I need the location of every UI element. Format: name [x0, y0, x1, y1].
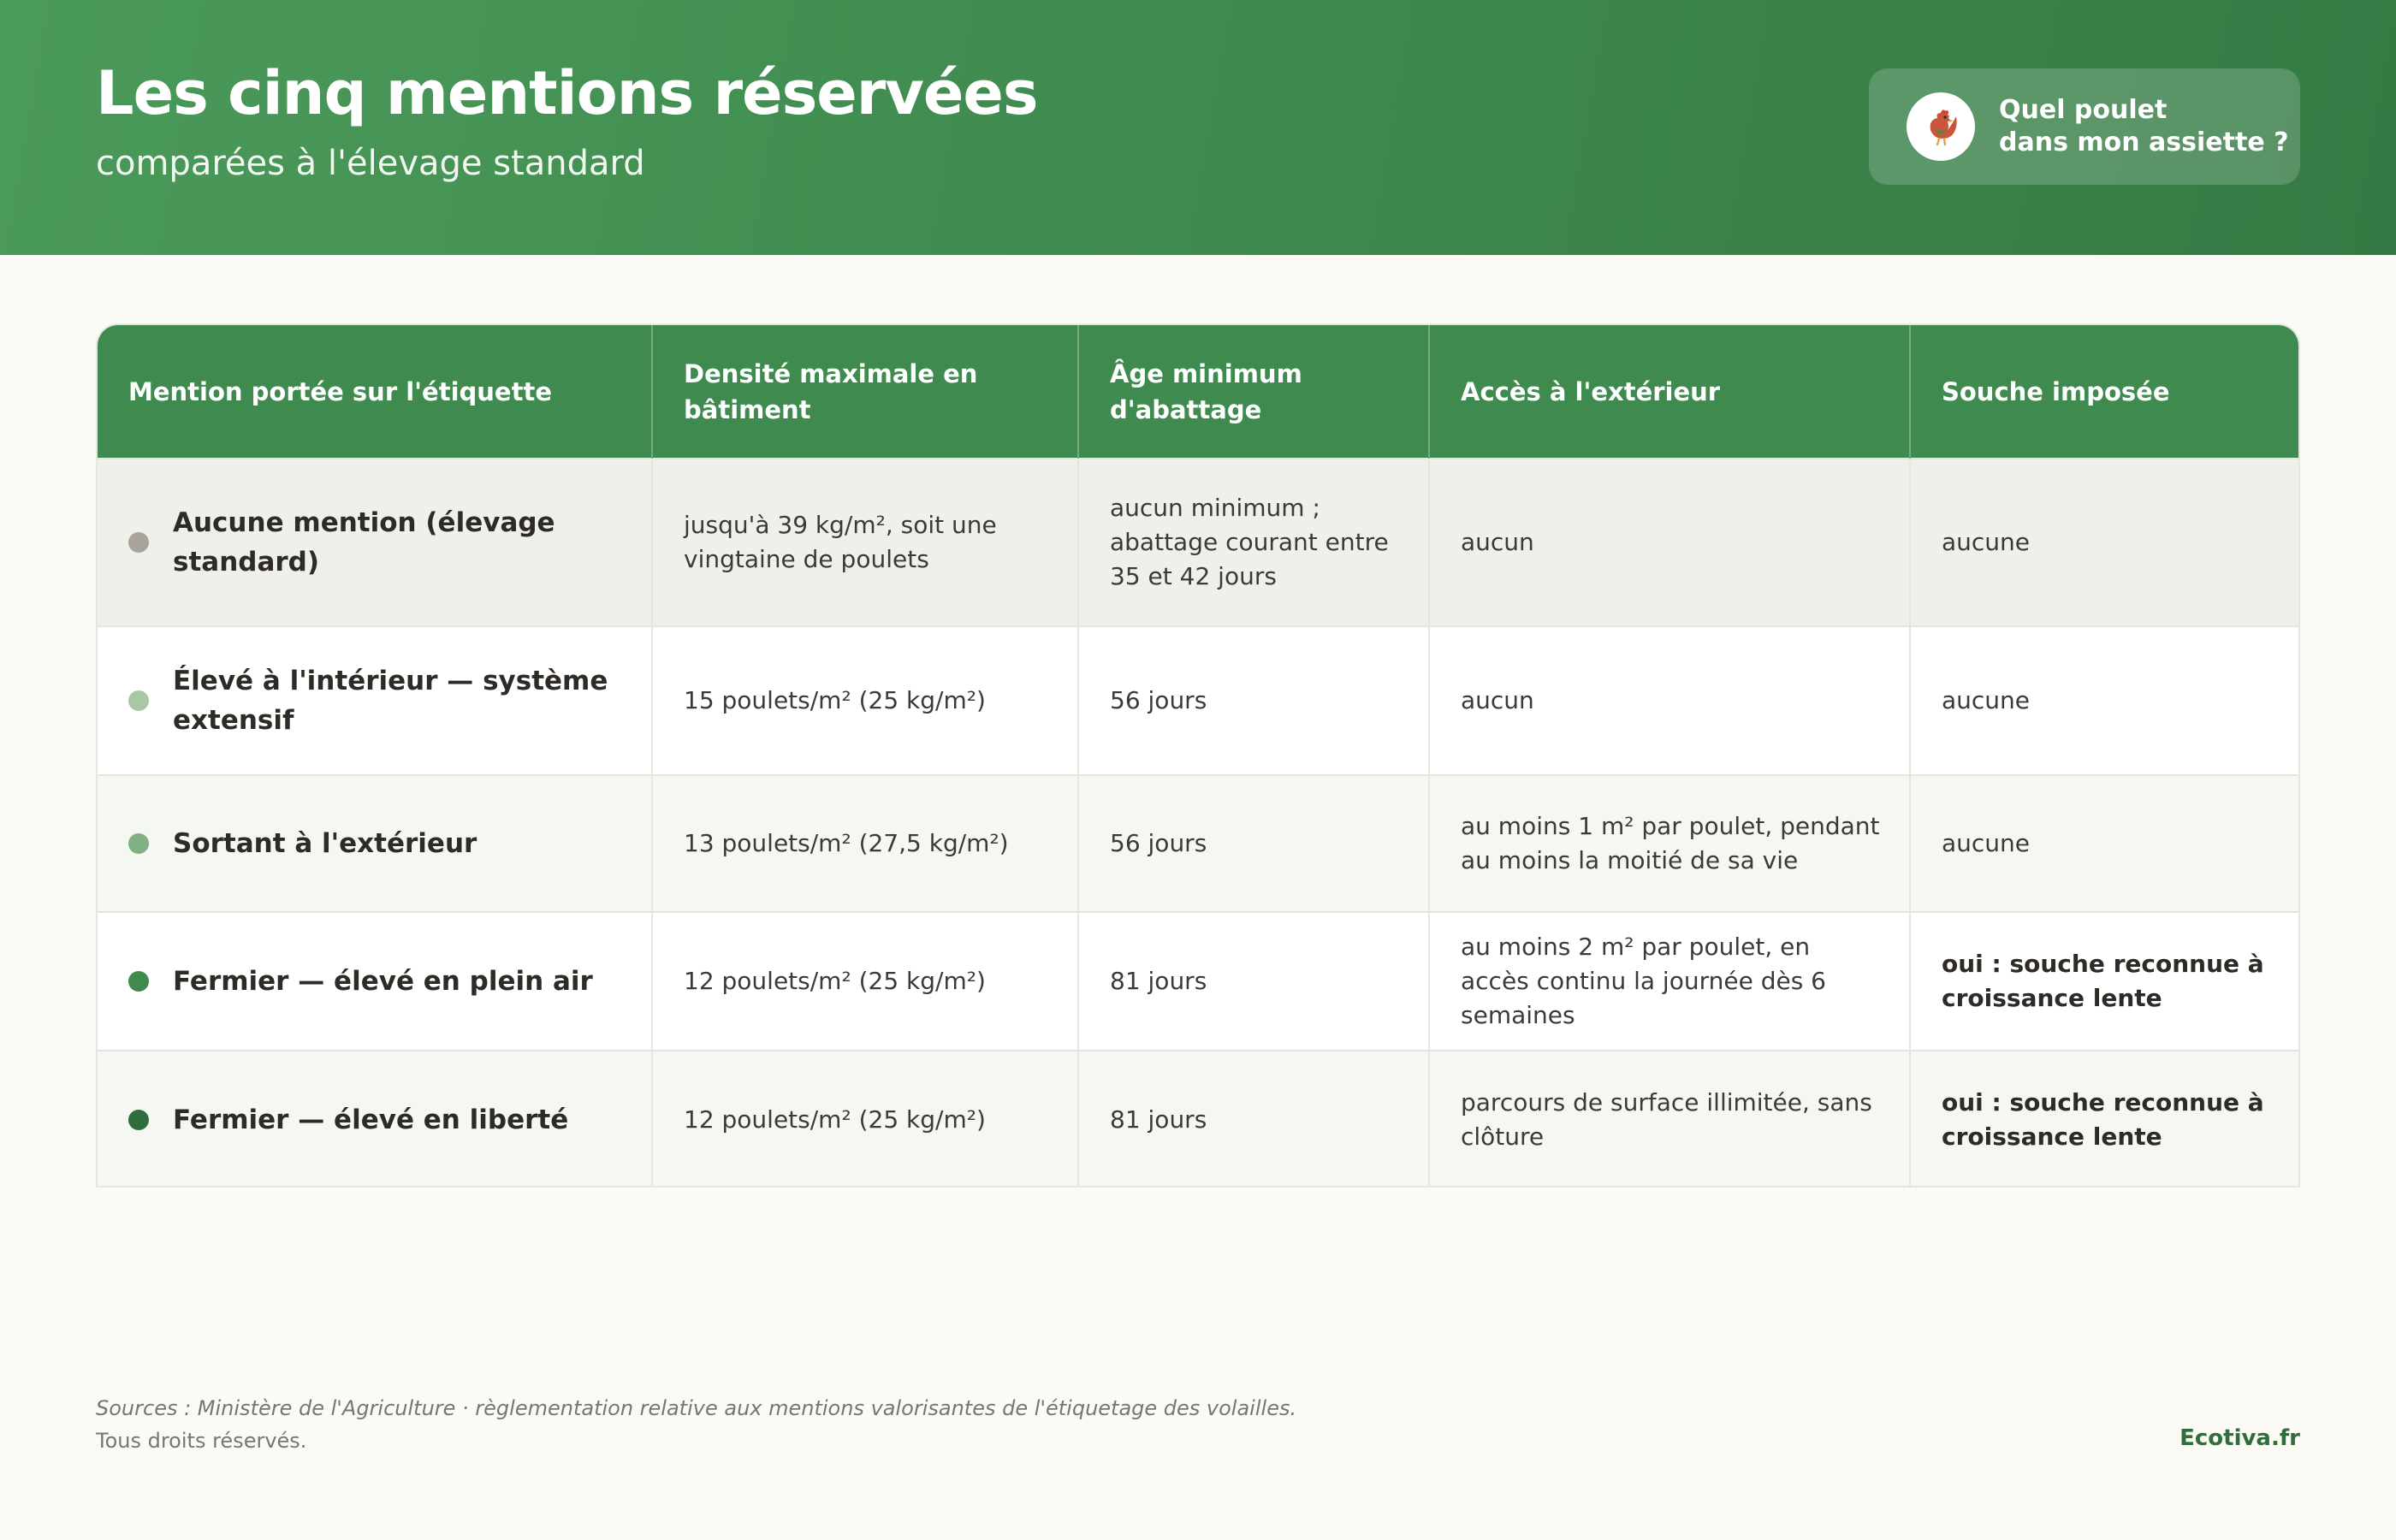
access-cell: parcours de surface illimitée, sans clôture: [1429, 1051, 1910, 1188]
mention-cell: [98, 775, 652, 912]
table-row: [98, 459, 2300, 626]
page-title: Les cinq mentions réservées: [96, 58, 1038, 128]
comparison-table: [96, 323, 2300, 1188]
table-row: [98, 626, 2300, 775]
status-dot: [128, 690, 149, 711]
age-cell: 56 jours: [1078, 775, 1429, 912]
access-cell: aucun: [1429, 626, 1910, 775]
mention-label: Fermier — élevé en liberté: [173, 1104, 569, 1135]
badge-line-1: Quel poulet: [1999, 95, 2168, 125]
rooster-icon: [1919, 104, 1963, 149]
strain-cell: aucune: [1910, 626, 2300, 775]
column-header-density: Densité maximale en bâtiment: [652, 325, 1078, 459]
access-cell: au moins 2 m² par poulet, en accès continu la journée dès 6 semaines: [1429, 912, 1910, 1051]
density-cell: 12 poulets/m² (25 kg/m²): [652, 1051, 1078, 1188]
column-header-strain: Souche imposée: [1910, 325, 2300, 459]
header-banner: [0, 0, 2396, 255]
mention-label: Élevé à l'intérieur — système extensif: [173, 666, 608, 736]
badge-icon-circle: [1907, 92, 1975, 161]
mention-cell: [98, 626, 652, 775]
badge-line-2: dans mon assiette ?: [1999, 127, 2289, 157]
column-header-access: Accès à l'extérieur: [1429, 325, 1910, 459]
access-cell: aucun: [1429, 459, 1910, 626]
density-cell: 12 poulets/m² (25 kg/m²): [652, 912, 1078, 1051]
status-dot: [128, 1110, 149, 1130]
status-dot: [128, 971, 149, 992]
table-row: [98, 1051, 2300, 1188]
density-cell: jusqu'à 39 kg/m², soit une vingtaine de poulets: [652, 459, 1078, 626]
age-cell: 81 jours: [1078, 1051, 1429, 1188]
table-row: [98, 912, 2300, 1051]
mention-label: Sortant à l'extérieur: [173, 828, 477, 859]
mention-cell: [98, 459, 652, 626]
badge-text: [1999, 94, 2289, 159]
strain-cell: aucune: [1910, 775, 2300, 912]
brand-link[interactable]: Ecotiva.fr: [2180, 1425, 2300, 1451]
density-cell: 13 poulets/m² (27,5 kg/m²): [652, 775, 1078, 912]
rights-note: Tous droits réservés.: [96, 1429, 307, 1453]
age-cell: 81 jours: [1078, 912, 1429, 1051]
density-cell: 15 poulets/m² (25 kg/m²): [652, 626, 1078, 775]
column-header-mention: Mention portée sur l'étiquette: [98, 325, 652, 459]
mention-cell: [98, 912, 652, 1051]
column-header-age: Âge minimum d'abattage: [1078, 325, 1429, 459]
access-cell: au moins 1 m² par poulet, pendant au moins la moitié de sa vie: [1429, 775, 1910, 912]
table-row: [98, 775, 2300, 912]
table-header-row: [98, 325, 2300, 459]
mention-label: Fermier — élevé en plein air: [173, 966, 593, 997]
status-dot: [128, 833, 149, 854]
strain-cell: oui : souche reconnue à croissance lente: [1910, 1051, 2300, 1188]
strain-cell: aucune: [1910, 459, 2300, 626]
age-cell: 56 jours: [1078, 626, 1429, 775]
page-subtitle: comparées à l'élevage standard: [96, 144, 645, 183]
mention-label: Aucune mention (élevage standard): [173, 507, 555, 578]
sources-note: Sources : Ministère de l'Agriculture · règlementation relative aux mentions valorisantes de l'étiquetage des volailles.: [96, 1396, 1297, 1420]
strain-cell: oui : souche reconnue à croissance lente: [1910, 912, 2300, 1051]
mention-cell: [98, 1051, 652, 1188]
age-cell: aucun minimum ; abattage courant entre 35 et 42 jours: [1078, 459, 1429, 626]
status-dot: [128, 532, 149, 553]
header-badge: [1869, 68, 2300, 185]
